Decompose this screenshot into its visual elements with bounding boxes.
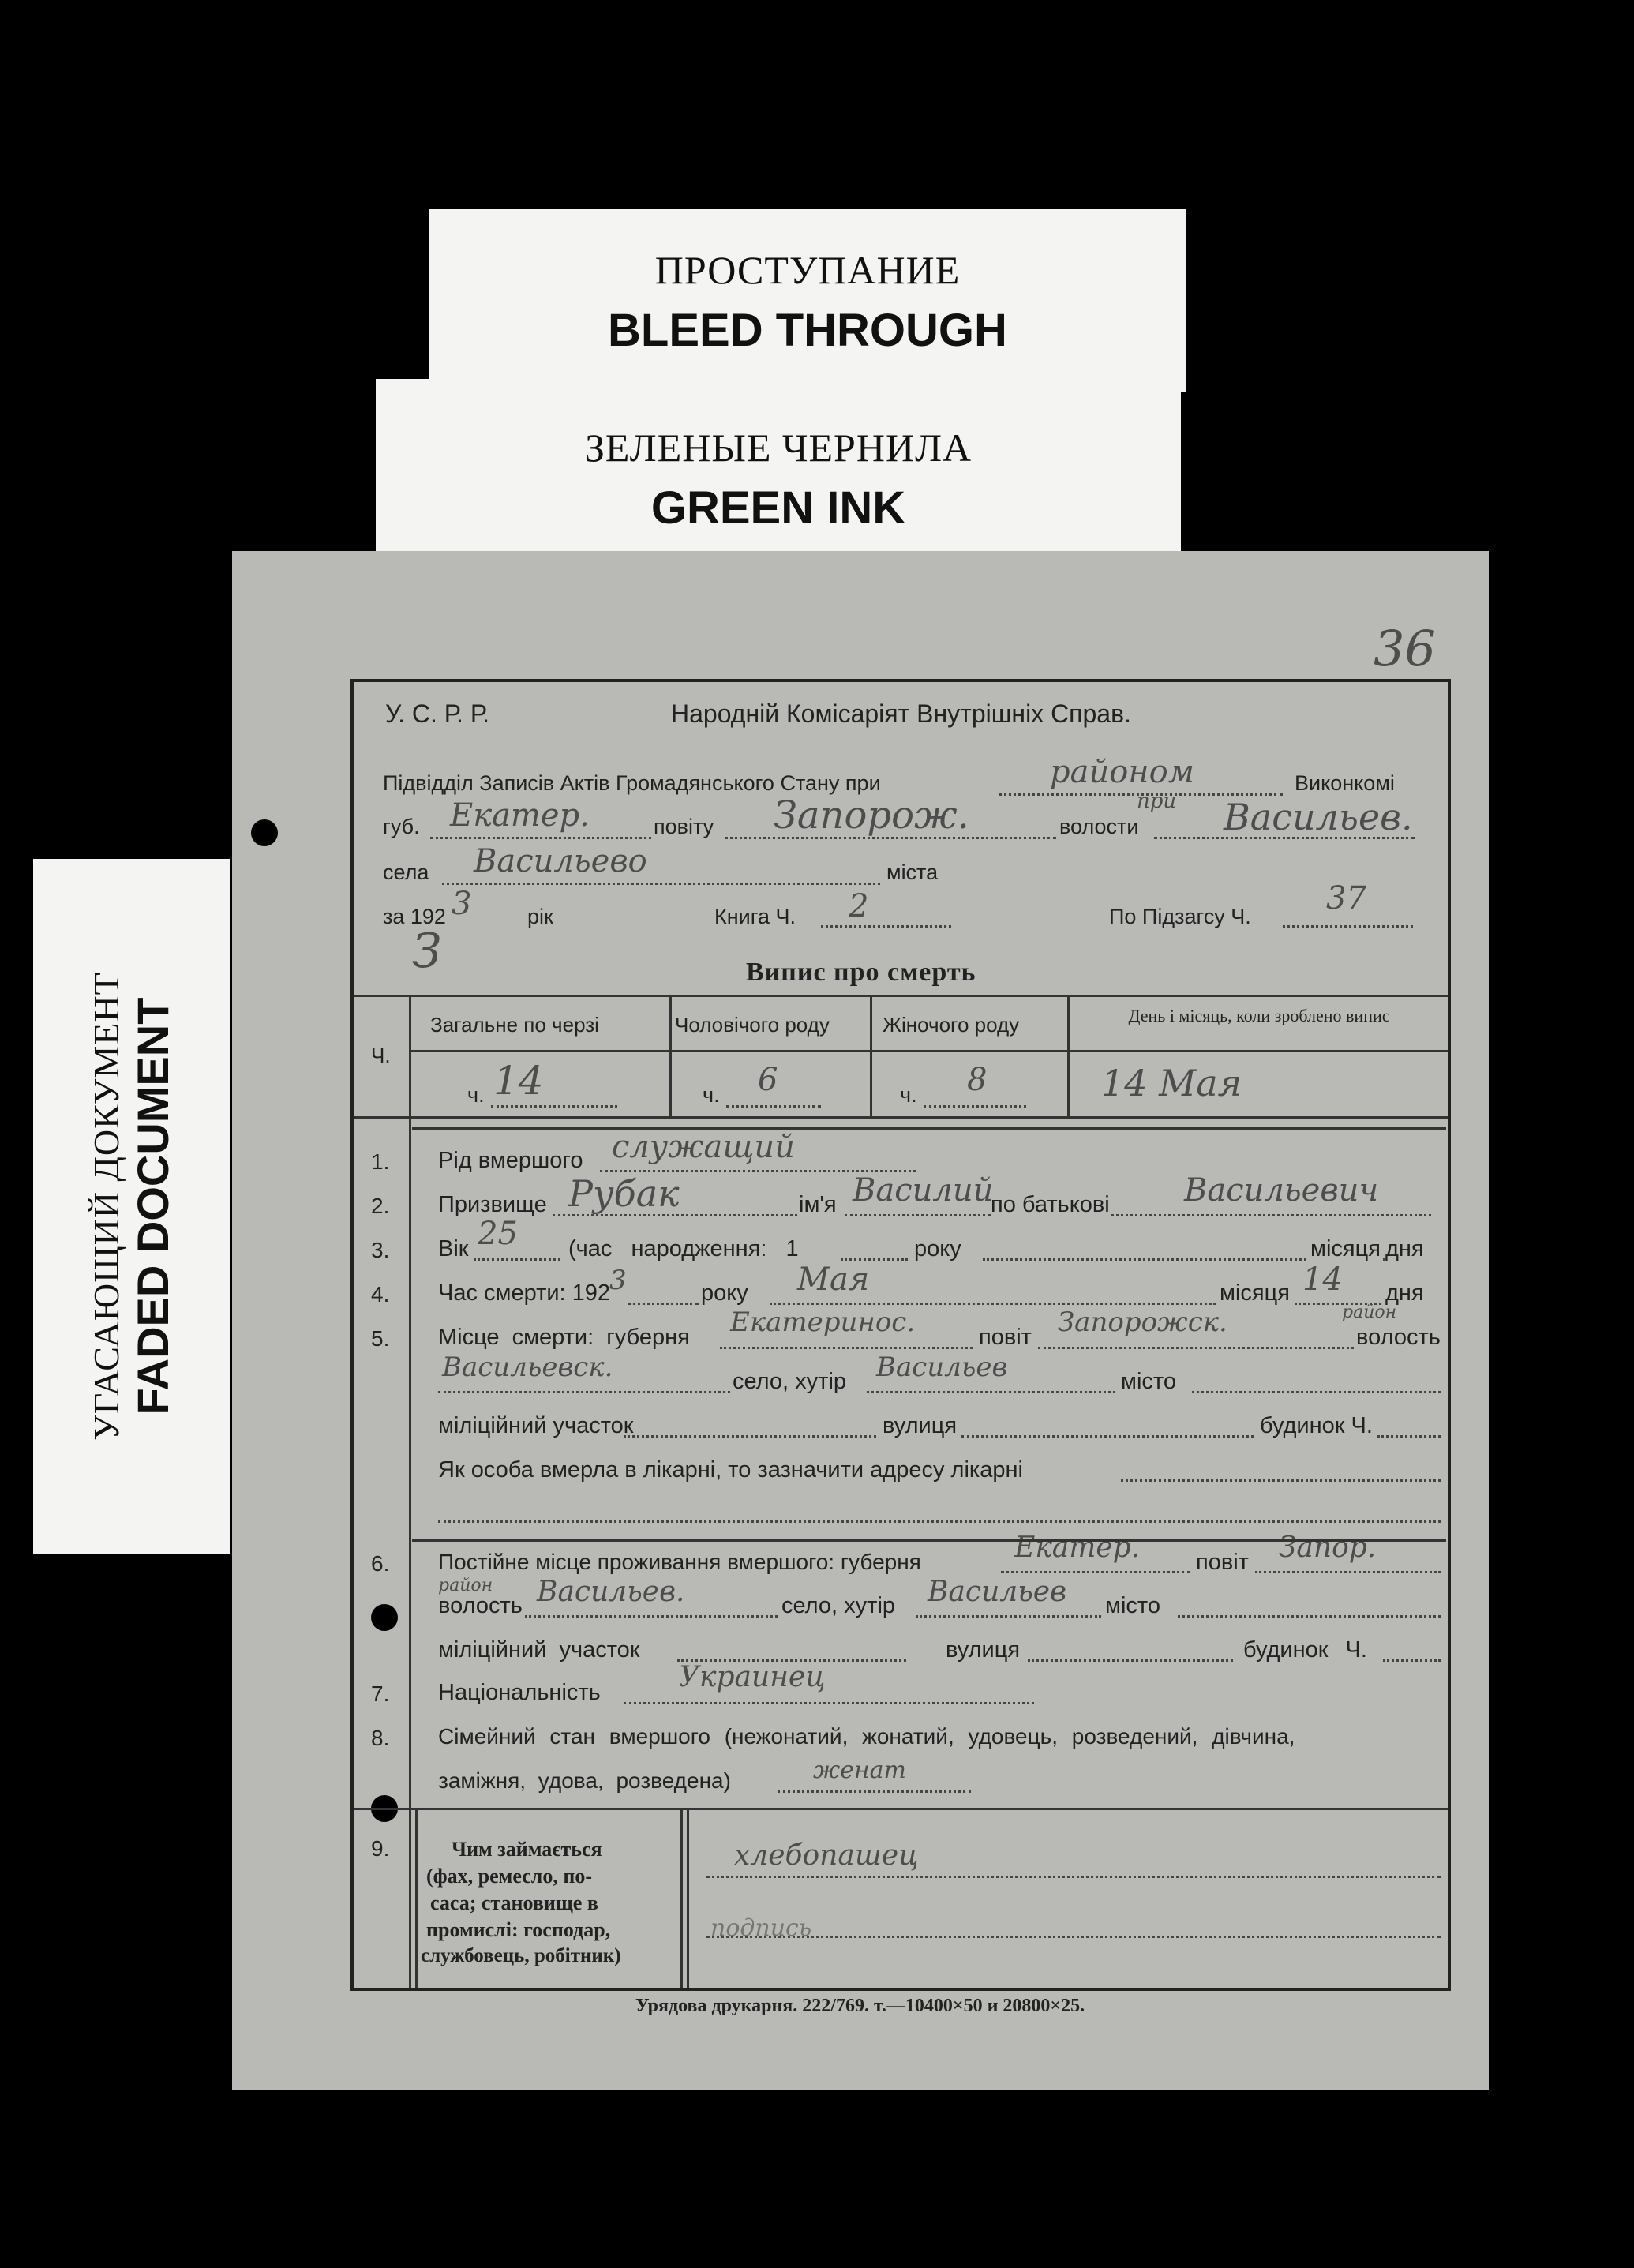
stray-mark: З bbox=[412, 924, 442, 979]
r9-label-4: промислі: господар, bbox=[426, 1918, 611, 1941]
r4-year-value: 3 bbox=[609, 1265, 627, 1296]
green-ink-label bbox=[376, 379, 1181, 551]
pri-value: при bbox=[1137, 789, 1177, 813]
col-date-header: День і місяць, коли зроблено випис bbox=[1128, 1006, 1390, 1025]
r2-surname-value: Рубак bbox=[568, 1172, 680, 1215]
r3-birth-label: (час народження: 1 bbox=[568, 1236, 799, 1261]
faded-document-label bbox=[33, 859, 230, 1554]
r5-volost-label: волость bbox=[1356, 1325, 1441, 1350]
gub-label: губ. bbox=[383, 815, 420, 838]
r4-day-label: дня bbox=[1385, 1280, 1424, 1306]
r6-selo-label: село, хутір bbox=[781, 1593, 896, 1618]
r2-patr-value: Васильевич bbox=[1184, 1172, 1379, 1209]
r6-misto-label: місто bbox=[1105, 1593, 1160, 1618]
book-value: 2 bbox=[849, 888, 869, 924]
female-value: 8 bbox=[967, 1062, 988, 1098]
subdept-label: Підвідділ Записів Актів Громадянського Стану при bbox=[383, 771, 881, 795]
r9-label-3: саса; становище в bbox=[430, 1891, 598, 1914]
r5-raion-value: район bbox=[1342, 1303, 1397, 1322]
r3-day-label: дня bbox=[1385, 1236, 1424, 1261]
year-label: за 192 bbox=[383, 905, 446, 928]
page-number: 36 bbox=[1374, 620, 1436, 677]
r3-month-label: місяця bbox=[1310, 1236, 1381, 1261]
bleed-label-en: BLEED THROUGH bbox=[608, 305, 1007, 356]
subrecord-value: 37 bbox=[1326, 880, 1366, 917]
row-number: 3. bbox=[371, 1238, 390, 1262]
bleed-label-ru: ПРОСТУПАНИЕ bbox=[654, 248, 961, 292]
r2-surname-label: Призвище bbox=[438, 1192, 547, 1217]
r6-volost-label: волость bbox=[438, 1593, 523, 1618]
row-number: 5. bbox=[371, 1326, 390, 1351]
sela-label: села bbox=[383, 860, 429, 884]
r5-povit-value: Запорожск. bbox=[1058, 1306, 1227, 1338]
r3-age-value: 25 bbox=[478, 1216, 518, 1252]
r1-value: служащий bbox=[612, 1129, 795, 1165]
mista-label: міста bbox=[886, 860, 939, 884]
gub-value: Екатер. bbox=[450, 797, 590, 834]
row-number: 9. bbox=[371, 1836, 390, 1861]
bleed-through-label bbox=[429, 209, 1186, 392]
rik-label: рік bbox=[527, 905, 553, 928]
r9-signature: подпись bbox=[710, 1914, 812, 1942]
r9-value: хлебопашец bbox=[734, 1839, 919, 1872]
r2-patr-label: по батькові bbox=[991, 1192, 1110, 1217]
r5-street-label: вулиця bbox=[883, 1413, 958, 1438]
r4-month-value: Мая bbox=[797, 1261, 870, 1298]
r6-militia-label: міліційний участок bbox=[438, 1637, 640, 1663]
r9-label-1: Чим займається bbox=[452, 1838, 602, 1861]
row-number: 4. bbox=[371, 1282, 390, 1306]
r9-label-2: (фах, ремесло, по- bbox=[426, 1865, 592, 1888]
row-number: 1. bbox=[371, 1149, 390, 1174]
faded-label-ru: УГАСАЮЩИЙ ДОКУМЕНТ bbox=[86, 972, 126, 1441]
r4-month-label: місяця bbox=[1220, 1280, 1290, 1306]
faded-label-en: FADED DOCUMENT bbox=[128, 997, 178, 1415]
r6-povit-label: повіт bbox=[1196, 1550, 1249, 1575]
r6-selo-value: Васильев bbox=[928, 1576, 1067, 1608]
r8-family-value: женат bbox=[813, 1756, 906, 1784]
r4-day-value: 14 bbox=[1302, 1261, 1343, 1298]
r5-misto-label: місто bbox=[1121, 1369, 1176, 1394]
male-value: 6 bbox=[758, 1062, 778, 1098]
executive-label: Виконкомі bbox=[1295, 771, 1395, 795]
r5-hospital-label: Як особа вмерла в лікарні, то зазначити адресу лікарні bbox=[438, 1457, 1023, 1483]
r4-year-label: року bbox=[701, 1280, 748, 1306]
row-number: 6. bbox=[371, 1551, 390, 1576]
date-value: 14 Мая bbox=[1101, 1062, 1242, 1104]
r7-nat-value: Украинец bbox=[679, 1661, 826, 1693]
subdept-value: районом bbox=[1050, 754, 1194, 790]
r5-militia-label: міліційний участок bbox=[438, 1413, 634, 1438]
row-number: 2. bbox=[371, 1194, 390, 1218]
subrecord-label: По Підзагсу Ч. bbox=[1109, 905, 1251, 928]
col-general-header: Загальне по черзі bbox=[430, 1013, 599, 1037]
republic-heading: У. С. Р. Р. bbox=[385, 699, 490, 728]
r6-gub-value: Екатер. bbox=[1014, 1531, 1141, 1564]
r8-family-label: Сімейний стан вмершого (нежонатий, жонатий, удовець, розведений, дівчина, bbox=[438, 1724, 1295, 1749]
sela-value: Васильево bbox=[474, 843, 647, 879]
r3-age-label: Вік bbox=[438, 1236, 469, 1261]
punch-hole bbox=[251, 819, 278, 846]
r5-place-label: Місце смерти: губерня bbox=[438, 1325, 690, 1350]
r6-house-label: будинок Ч. bbox=[1243, 1637, 1367, 1663]
male-prefix: ч. bbox=[703, 1083, 720, 1107]
row-number: 7. bbox=[371, 1681, 390, 1706]
book-label: Книга Ч. bbox=[714, 905, 796, 928]
document-title: Випис про смерть bbox=[746, 958, 976, 987]
r6-povit-value: Запор. bbox=[1279, 1531, 1377, 1564]
r8-family-label-2: заміжня, удова, розведена) bbox=[438, 1768, 731, 1793]
table-ch-header: Ч. bbox=[371, 1044, 391, 1067]
row-number: 8. bbox=[371, 1726, 390, 1750]
r9-label-5: службовець, робітник) bbox=[421, 1945, 621, 1966]
printer-footer: Урядова друкарня. 222/769. т.—10400×50 и 20800×25. bbox=[635, 1996, 1085, 2016]
r5-povit-label: повіт bbox=[979, 1325, 1032, 1350]
r3-year-label: року bbox=[914, 1236, 961, 1261]
r7-nat-label: Національність bbox=[438, 1680, 601, 1705]
r6-volost-value: Васильев. bbox=[537, 1576, 685, 1608]
col-male-header: Чоловічого роду bbox=[675, 1013, 830, 1037]
year-value: 3 bbox=[452, 886, 472, 922]
green-label-en: GREEN INK bbox=[650, 482, 906, 534]
povit-label: повіту bbox=[654, 815, 714, 838]
r6-street-label: вулиця bbox=[946, 1637, 1021, 1663]
r5-selo-label: село, хутір bbox=[733, 1369, 847, 1394]
volost-label: волости bbox=[1059, 815, 1139, 838]
green-label-ru: ЗЕЛЕНЫЕ ЧЕРНИЛА bbox=[584, 425, 973, 470]
r6-raion-value: район bbox=[438, 1576, 493, 1595]
r2-name-label: ім'я bbox=[799, 1192, 837, 1217]
r2-name-value: Василий bbox=[853, 1172, 994, 1209]
r5-gub-value: Екатеринос. bbox=[730, 1306, 916, 1338]
volost-value: Васильев. bbox=[1224, 796, 1413, 838]
general-prefix: ч. bbox=[467, 1083, 485, 1107]
r4-death-label: Час смерти: 192 bbox=[438, 1280, 611, 1306]
col-female-header: Жіночого роду bbox=[883, 1013, 1020, 1037]
r1-label: Рід вмершого bbox=[438, 1148, 583, 1173]
r5-house-label: будинок Ч. bbox=[1260, 1413, 1373, 1438]
povit-value: Запорож. bbox=[774, 793, 969, 838]
female-prefix: ч. bbox=[900, 1083, 917, 1107]
r5-selo-value: Васильев bbox=[876, 1351, 1008, 1383]
ministry-heading: Народній Комісаріят Внутрішніх Справ. bbox=[671, 699, 1131, 728]
r6-perm-label: Постійне місце проживання вмершого: губерня bbox=[438, 1550, 921, 1574]
general-value: 14 bbox=[493, 1058, 544, 1104]
r5-volost-value: Васильевск. bbox=[442, 1351, 613, 1383]
